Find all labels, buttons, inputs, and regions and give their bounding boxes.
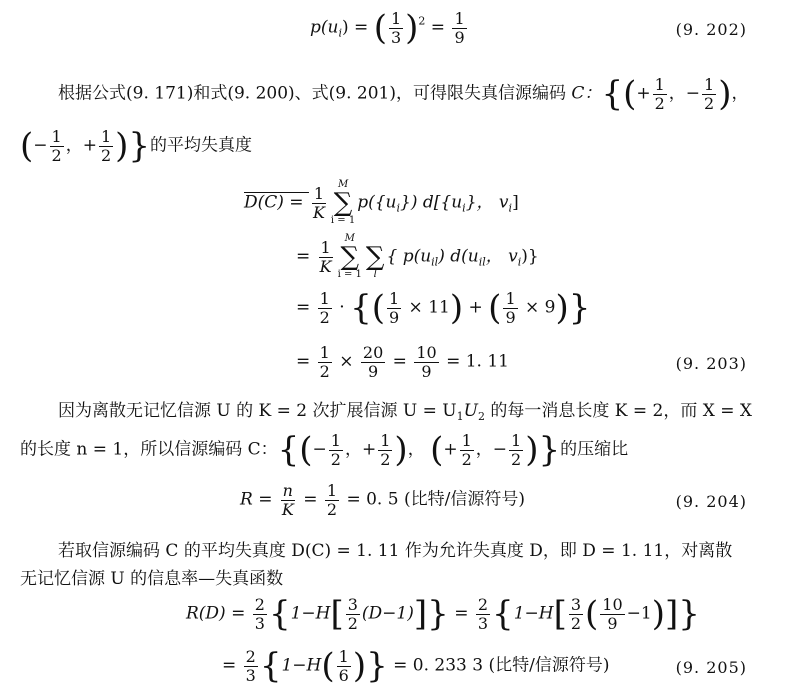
eq-9-203-line-4: = $\frac{1}{2}$ × $\frac{20}{9}$ = $\frac{10}{9}$ = 1. 11 xyxy=(296,343,509,381)
eq-number-9-202: (9. 202) xyxy=(675,20,747,39)
eq-9-203-line-1: D(C) = $\frac{1}{K}$ M ∑ i = 1 $p(\{u_i\})$ $d[\{u_i\}$， $v_i$] xyxy=(244,179,519,226)
eq-number-9-204: (9. 204) xyxy=(675,492,747,511)
paragraph-3b: 无记忆信源 U 的信息率—失真函数 xyxy=(20,569,284,589)
eq-9-202: $p(u_i)$ = ( $\frac{1}{3}$ )$^2$ = $\frac{1}{9}$ xyxy=(310,8,465,49)
eq-number-9-203: (9. 203) xyxy=(675,354,747,373)
paragraph-2b: 的长度 n = 1，所以信源编码 C：{(− $\frac{1}{2}$ ，+ $\frac{1}{2}$ )， (+ $\frac{1}{2}$ ，− $\frac{1}{2}$ )}的压缩比 xyxy=(20,430,629,471)
paragraph-1: 根据公式(9. 171)和式(9. 200)、式(9. 201)，可得限失真信源编码 C：{(+ $\frac{1}{2}$ ，− $\frac{1}{2}$ )， xyxy=(58,74,749,115)
eq-9-203-line-2: = $\frac{1}{K}$ M ∑ i = 1 ∑ l { $p(u_{il})$ $d(u_{il}$， $v_i$)} xyxy=(296,233,539,280)
paragraph-3: 若取信源编码 C 的平均失真度 D(C) = 1. 11 作为允许失真度 D，即 D = 1. 11，对离散 xyxy=(58,541,733,561)
paragraph-1b: (− $\frac{1}{2}$ ，+ $\frac{1}{2}$ )}的平均失真度 xyxy=(20,126,253,167)
paragraph-2: 因为离散无记忆信源 U 的 K = 2 次扩展信源 $U = U_1U_2$ 的每一消息长度 K = 2，而 X = X xyxy=(58,401,752,423)
eq-9-205-line-2: = $\frac{2}{3}$ {1−H( $\frac{1}{6}$ )} = 0. 233 3 (比特/信源符号) xyxy=(222,646,610,687)
eq-number-9-205: (9. 205) xyxy=(675,658,747,677)
eq-9-205-line-1: R(D) = $\frac{2}{3}$ {1−H[ $\frac{3}{2}$ (D−1)]} = $\frac{2}{3}$ {1−H[ $\frac{3}{2}$ ( $\frac{10}{9}$ −1)]} xyxy=(186,594,700,635)
eq-9-203-line-3: = $\frac{1}{2}$ · {( $\frac{1}{9}$ × 11) + ( $\frac{1}{9}$ × 9)} xyxy=(296,288,591,329)
eq-9-204: R = $\frac{n}{K}$ = $\frac{1}{2}$ = 0. 5 (比特/信源符号) xyxy=(240,481,525,519)
